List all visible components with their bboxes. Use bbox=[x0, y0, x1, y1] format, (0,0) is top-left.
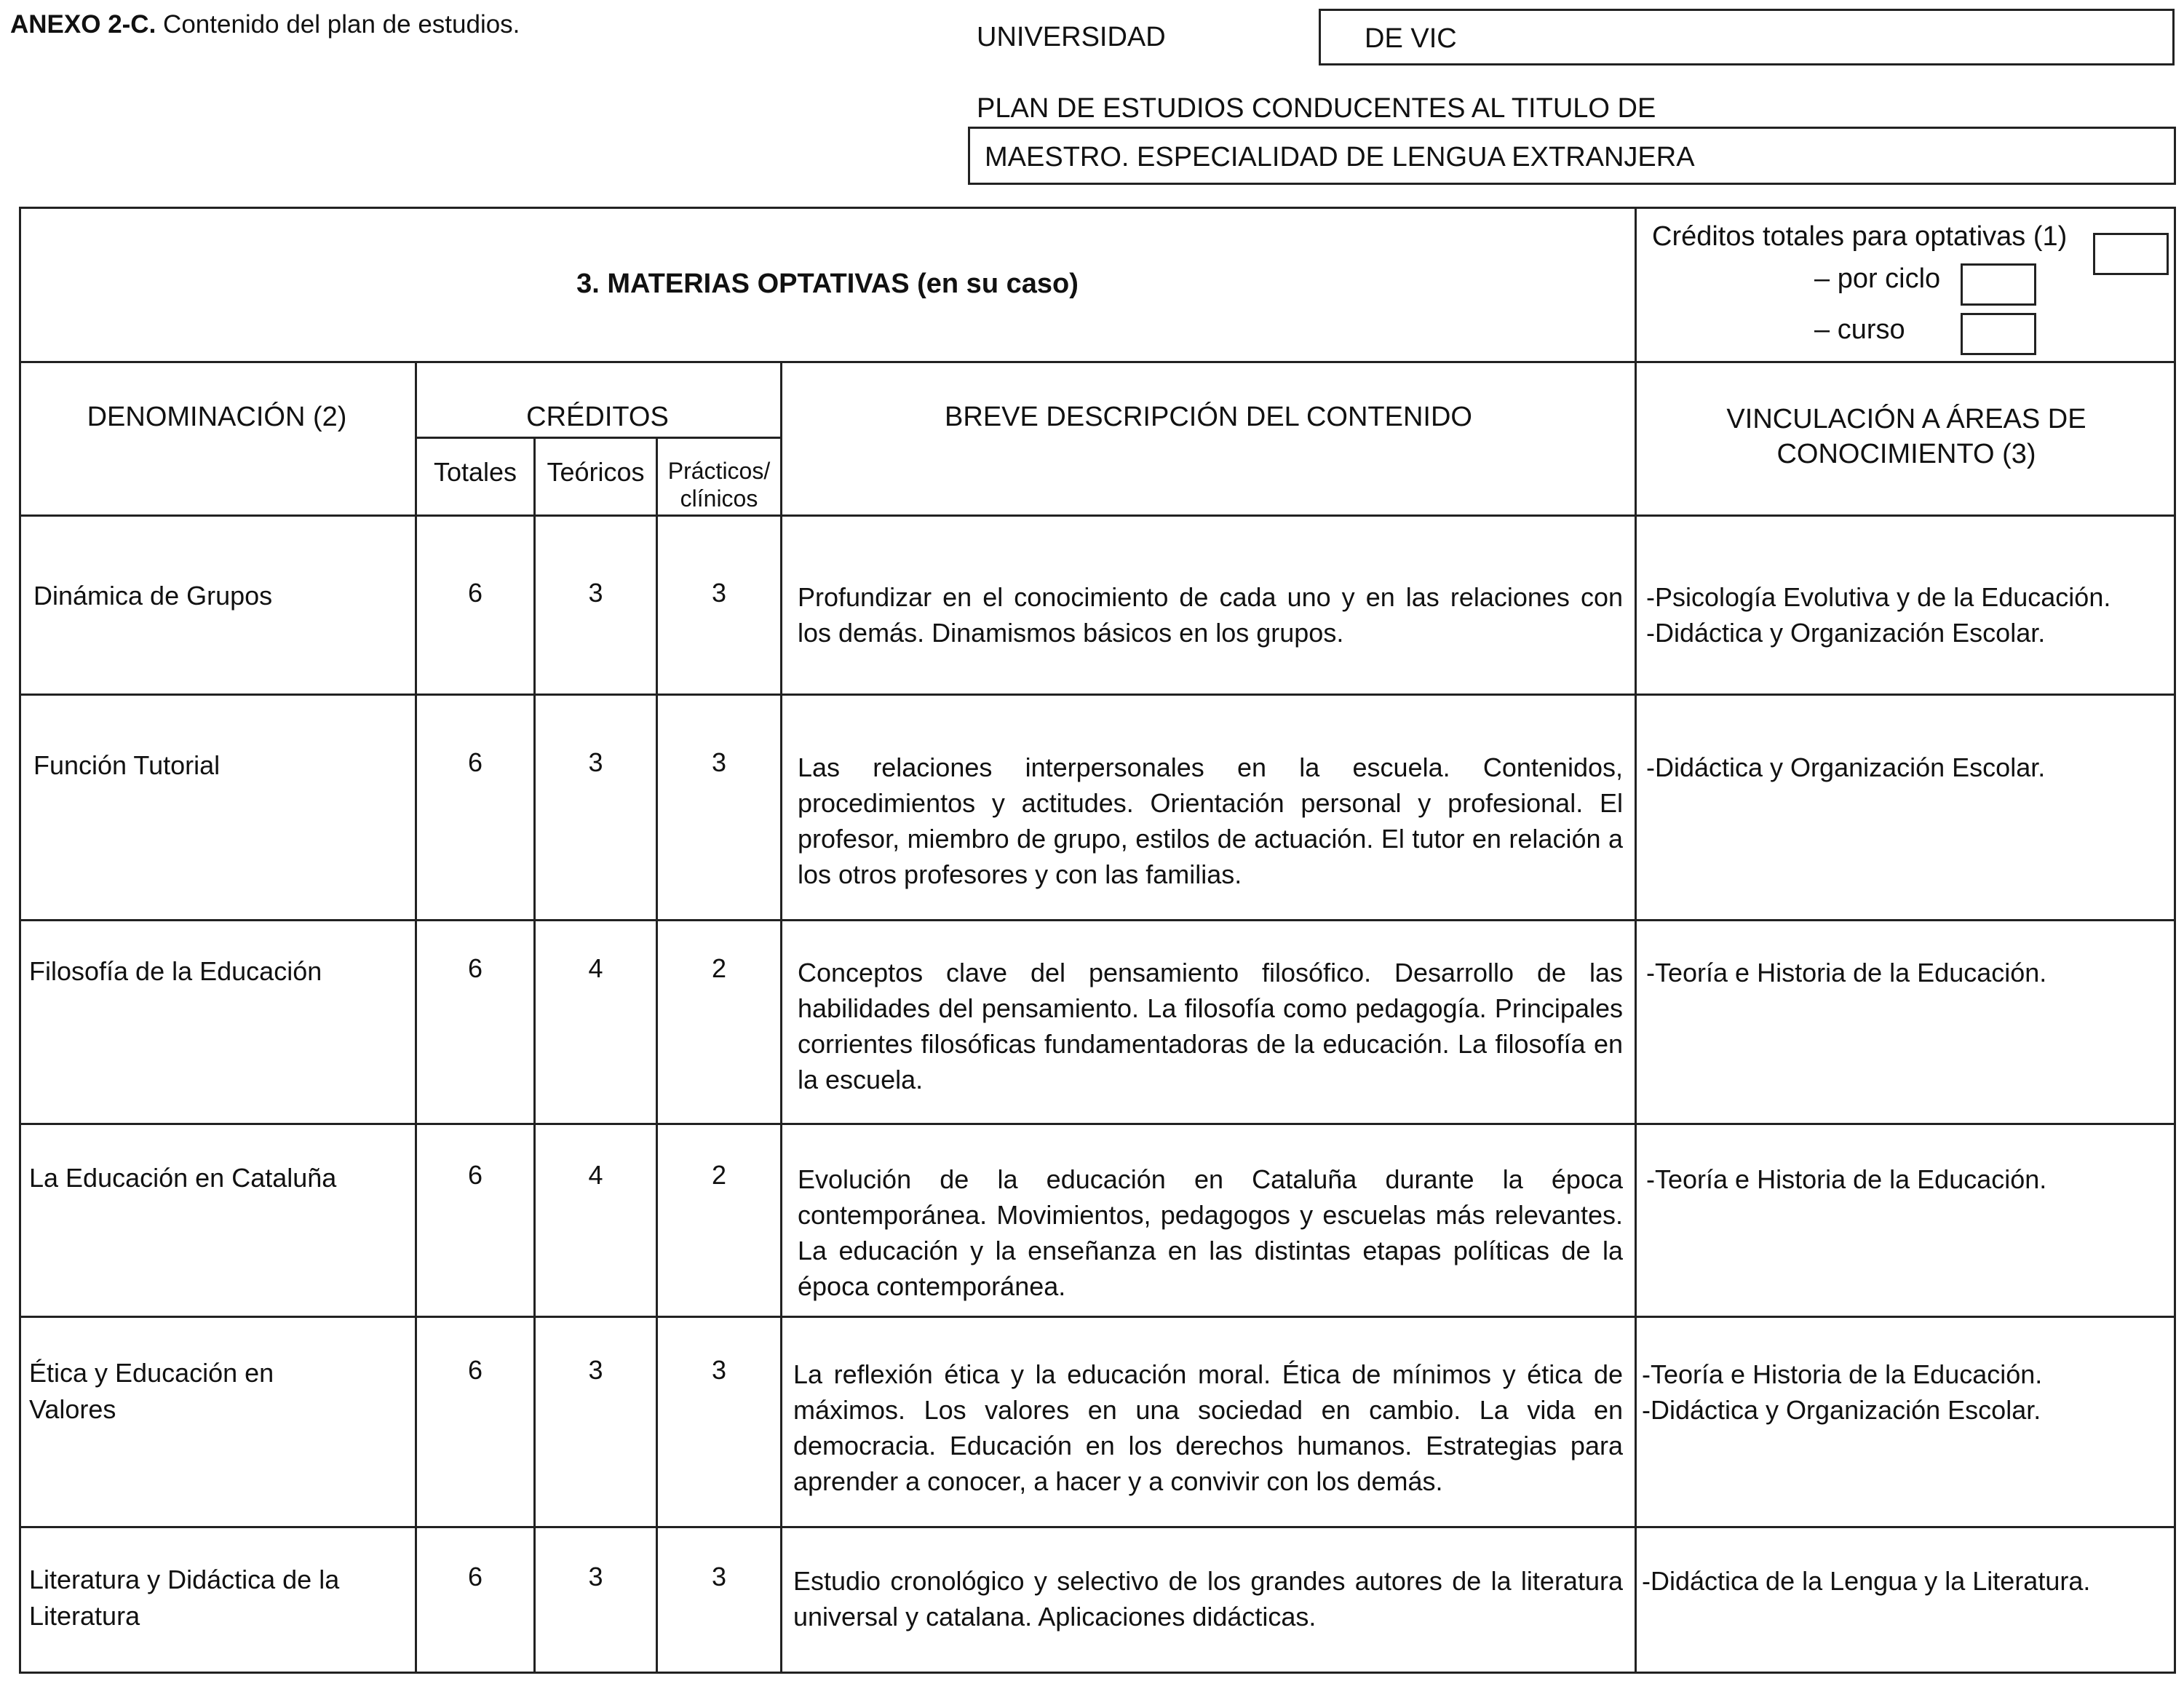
subject-name: Dinámica de Grupos bbox=[33, 581, 273, 611]
optional-credits-panel bbox=[1636, 207, 2176, 361]
plan-label: PLAN DE ESTUDIOS CONDUCENTES AL TITULO DE bbox=[977, 93, 1656, 124]
divider bbox=[19, 1316, 2176, 1318]
divider bbox=[19, 1123, 2176, 1125]
subject-name: Función Tutorial bbox=[33, 750, 221, 780]
knowledge-area: -Teoría e Historia de la Educación. bbox=[1646, 1164, 2047, 1194]
credits-totals: 6 bbox=[467, 578, 483, 608]
credits-practice: 3 bbox=[711, 1562, 727, 1591]
subject-description: Profundizar en el conocimiento de cada uno y en las relaciones con los demás. Dinamismos básicos en los grupos. bbox=[798, 582, 1623, 648]
subject-name: Literatura y Didáctica de la Literatura bbox=[29, 1565, 340, 1631]
knowledge-area: -Didáctica de la Lengua y la Literatura. bbox=[1642, 1566, 2091, 1596]
knowledge-area: -Didáctica y Organización Escolar. bbox=[1646, 618, 2046, 648]
col-header-practice bbox=[658, 457, 780, 512]
divider bbox=[780, 361, 782, 1674]
annex-heading bbox=[10, 10, 520, 39]
credits-theory: 3 bbox=[588, 747, 603, 777]
knowledge-areas bbox=[1646, 579, 2170, 651]
course-box bbox=[1961, 313, 2036, 355]
col-header-name: DENOMINACIÓN (2) bbox=[87, 402, 347, 432]
subject-name: La Educación en Cataluña bbox=[29, 1163, 337, 1193]
subject-description: Evolución de la educación en Cataluña durante la época contemporánea. Movimientos, pedagogos y escuelas más relevantes. La educación y la enseñanza en las distintas etapas políticas de la época contemporánea. bbox=[798, 1164, 1623, 1301]
credits-totals: 6 bbox=[467, 1160, 483, 1190]
subject-name: Filosofía de la Educación bbox=[29, 956, 322, 986]
credits-totals: 6 bbox=[467, 953, 483, 983]
divider bbox=[19, 919, 2176, 921]
knowledge-areas bbox=[1646, 955, 2170, 990]
divider bbox=[415, 361, 417, 1674]
university-field: DE VIC bbox=[1319, 9, 2175, 65]
course-label: – curso bbox=[1814, 314, 1905, 345]
knowledge-area: -Didáctica y Organización Escolar. bbox=[1646, 752, 2046, 782]
knowledge-area: -Teoría e Historia de la Educación. bbox=[1642, 1359, 2043, 1389]
university-label: UNIVERSIDAD bbox=[977, 22, 1166, 52]
subject-description: La reflexión ética y la educación moral. Ética de mínimos y ética de máximos. Los valores en una sociedad en cambio. La vida en democracia. Educación en los derechos humanos. Estrategias para aprender a conocer, a hacer y a convivir con los demás. bbox=[793, 1359, 1623, 1496]
annex-text: Contenido del plan de estudios. bbox=[163, 10, 520, 39]
col-header-totals: Totales bbox=[433, 457, 517, 487]
knowledge-area: -Didáctica y Organización Escolar. bbox=[1642, 1395, 2041, 1425]
credits-theory: 3 bbox=[588, 578, 603, 608]
subject-description: Conceptos clave del pensamiento filosófico. Desarrollo de las habilidades del pensamiento. La filosofía como pedagogía. Principales corrientes filosóficas fundamentadoras de la educación. La filosofía en la escuela. bbox=[798, 958, 1623, 1094]
credits-theory: 3 bbox=[588, 1562, 603, 1591]
divider bbox=[19, 361, 2176, 363]
credits-theory: 4 bbox=[588, 953, 603, 983]
col-header-description: BREVE DESCRIPCIÓN DEL CONTENIDO bbox=[945, 402, 1472, 432]
annex-label: ANEXO 2-C. bbox=[10, 10, 156, 39]
col-header-areas-line2: CONOCIMIENTO (3) bbox=[1776, 439, 2036, 469]
credits-theory: 4 bbox=[588, 1160, 603, 1190]
col-header-practice-line1: Prácticos/ bbox=[667, 458, 771, 484]
divider bbox=[19, 514, 2176, 517]
col-header-areas-line1: VINCULACIÓN A ÁREAS DE bbox=[1726, 404, 2086, 434]
subject-description: Las relaciones interpersonales en la escuela. Contenidos, procedimientos y actitudes. Orientación personal y profesional. El profesor, miembro de grupo, estilos de actuación. El tutor en relación a los otros profesores y con las familias. bbox=[798, 752, 1623, 889]
knowledge-areas bbox=[1642, 1356, 2170, 1428]
section-title: 3. MATERIAS OPTATIVAS (en su caso) bbox=[576, 268, 1079, 299]
subject-name: Ética y Educación en Valores bbox=[29, 1358, 274, 1424]
knowledge-areas bbox=[1646, 1161, 2170, 1197]
credits-totals: 6 bbox=[467, 747, 483, 777]
divider bbox=[19, 694, 2176, 696]
col-header-theory: Teóricos bbox=[547, 457, 645, 487]
credits-practice: 3 bbox=[711, 578, 727, 608]
credits-totals: 6 bbox=[467, 1562, 483, 1591]
divider bbox=[415, 437, 780, 439]
knowledge-areas bbox=[1646, 750, 2170, 785]
total-credits-label: Créditos totales para optativas (1) bbox=[1652, 221, 2068, 252]
plan-field: MAESTRO. ESPECIALIDAD DE LENGUA EXTRANJERA bbox=[968, 127, 2176, 185]
credits-practice: 2 bbox=[711, 953, 727, 983]
divider bbox=[533, 437, 536, 1674]
col-header-areas bbox=[1637, 402, 2176, 472]
credits-theory: 3 bbox=[588, 1355, 603, 1385]
knowledge-area: -Psicología Evolutiva y de la Educación. bbox=[1646, 582, 2111, 612]
credits-practice: 3 bbox=[711, 747, 727, 777]
per-cycle-box bbox=[1961, 263, 2036, 306]
divider bbox=[19, 1526, 2176, 1528]
credits-practice: 3 bbox=[711, 1355, 727, 1385]
credits-practice: 2 bbox=[711, 1160, 727, 1190]
col-header-practice-line2: clínicos bbox=[680, 485, 758, 512]
per-cycle-label: – por ciclo bbox=[1814, 263, 1941, 294]
divider bbox=[656, 437, 658, 1674]
total-credits-box bbox=[2093, 233, 2169, 275]
knowledge-areas bbox=[1642, 1563, 2170, 1599]
credits-totals: 6 bbox=[467, 1355, 483, 1385]
subject-description: Estudio cronológico y selectivo de los grandes autores de la literatura universal y catalana. Aplicaciones didácticas. bbox=[793, 1566, 1623, 1632]
col-header-credits: CRÉDITOS bbox=[526, 402, 669, 432]
knowledge-area: -Teoría e Historia de la Educación. bbox=[1646, 958, 2047, 987]
